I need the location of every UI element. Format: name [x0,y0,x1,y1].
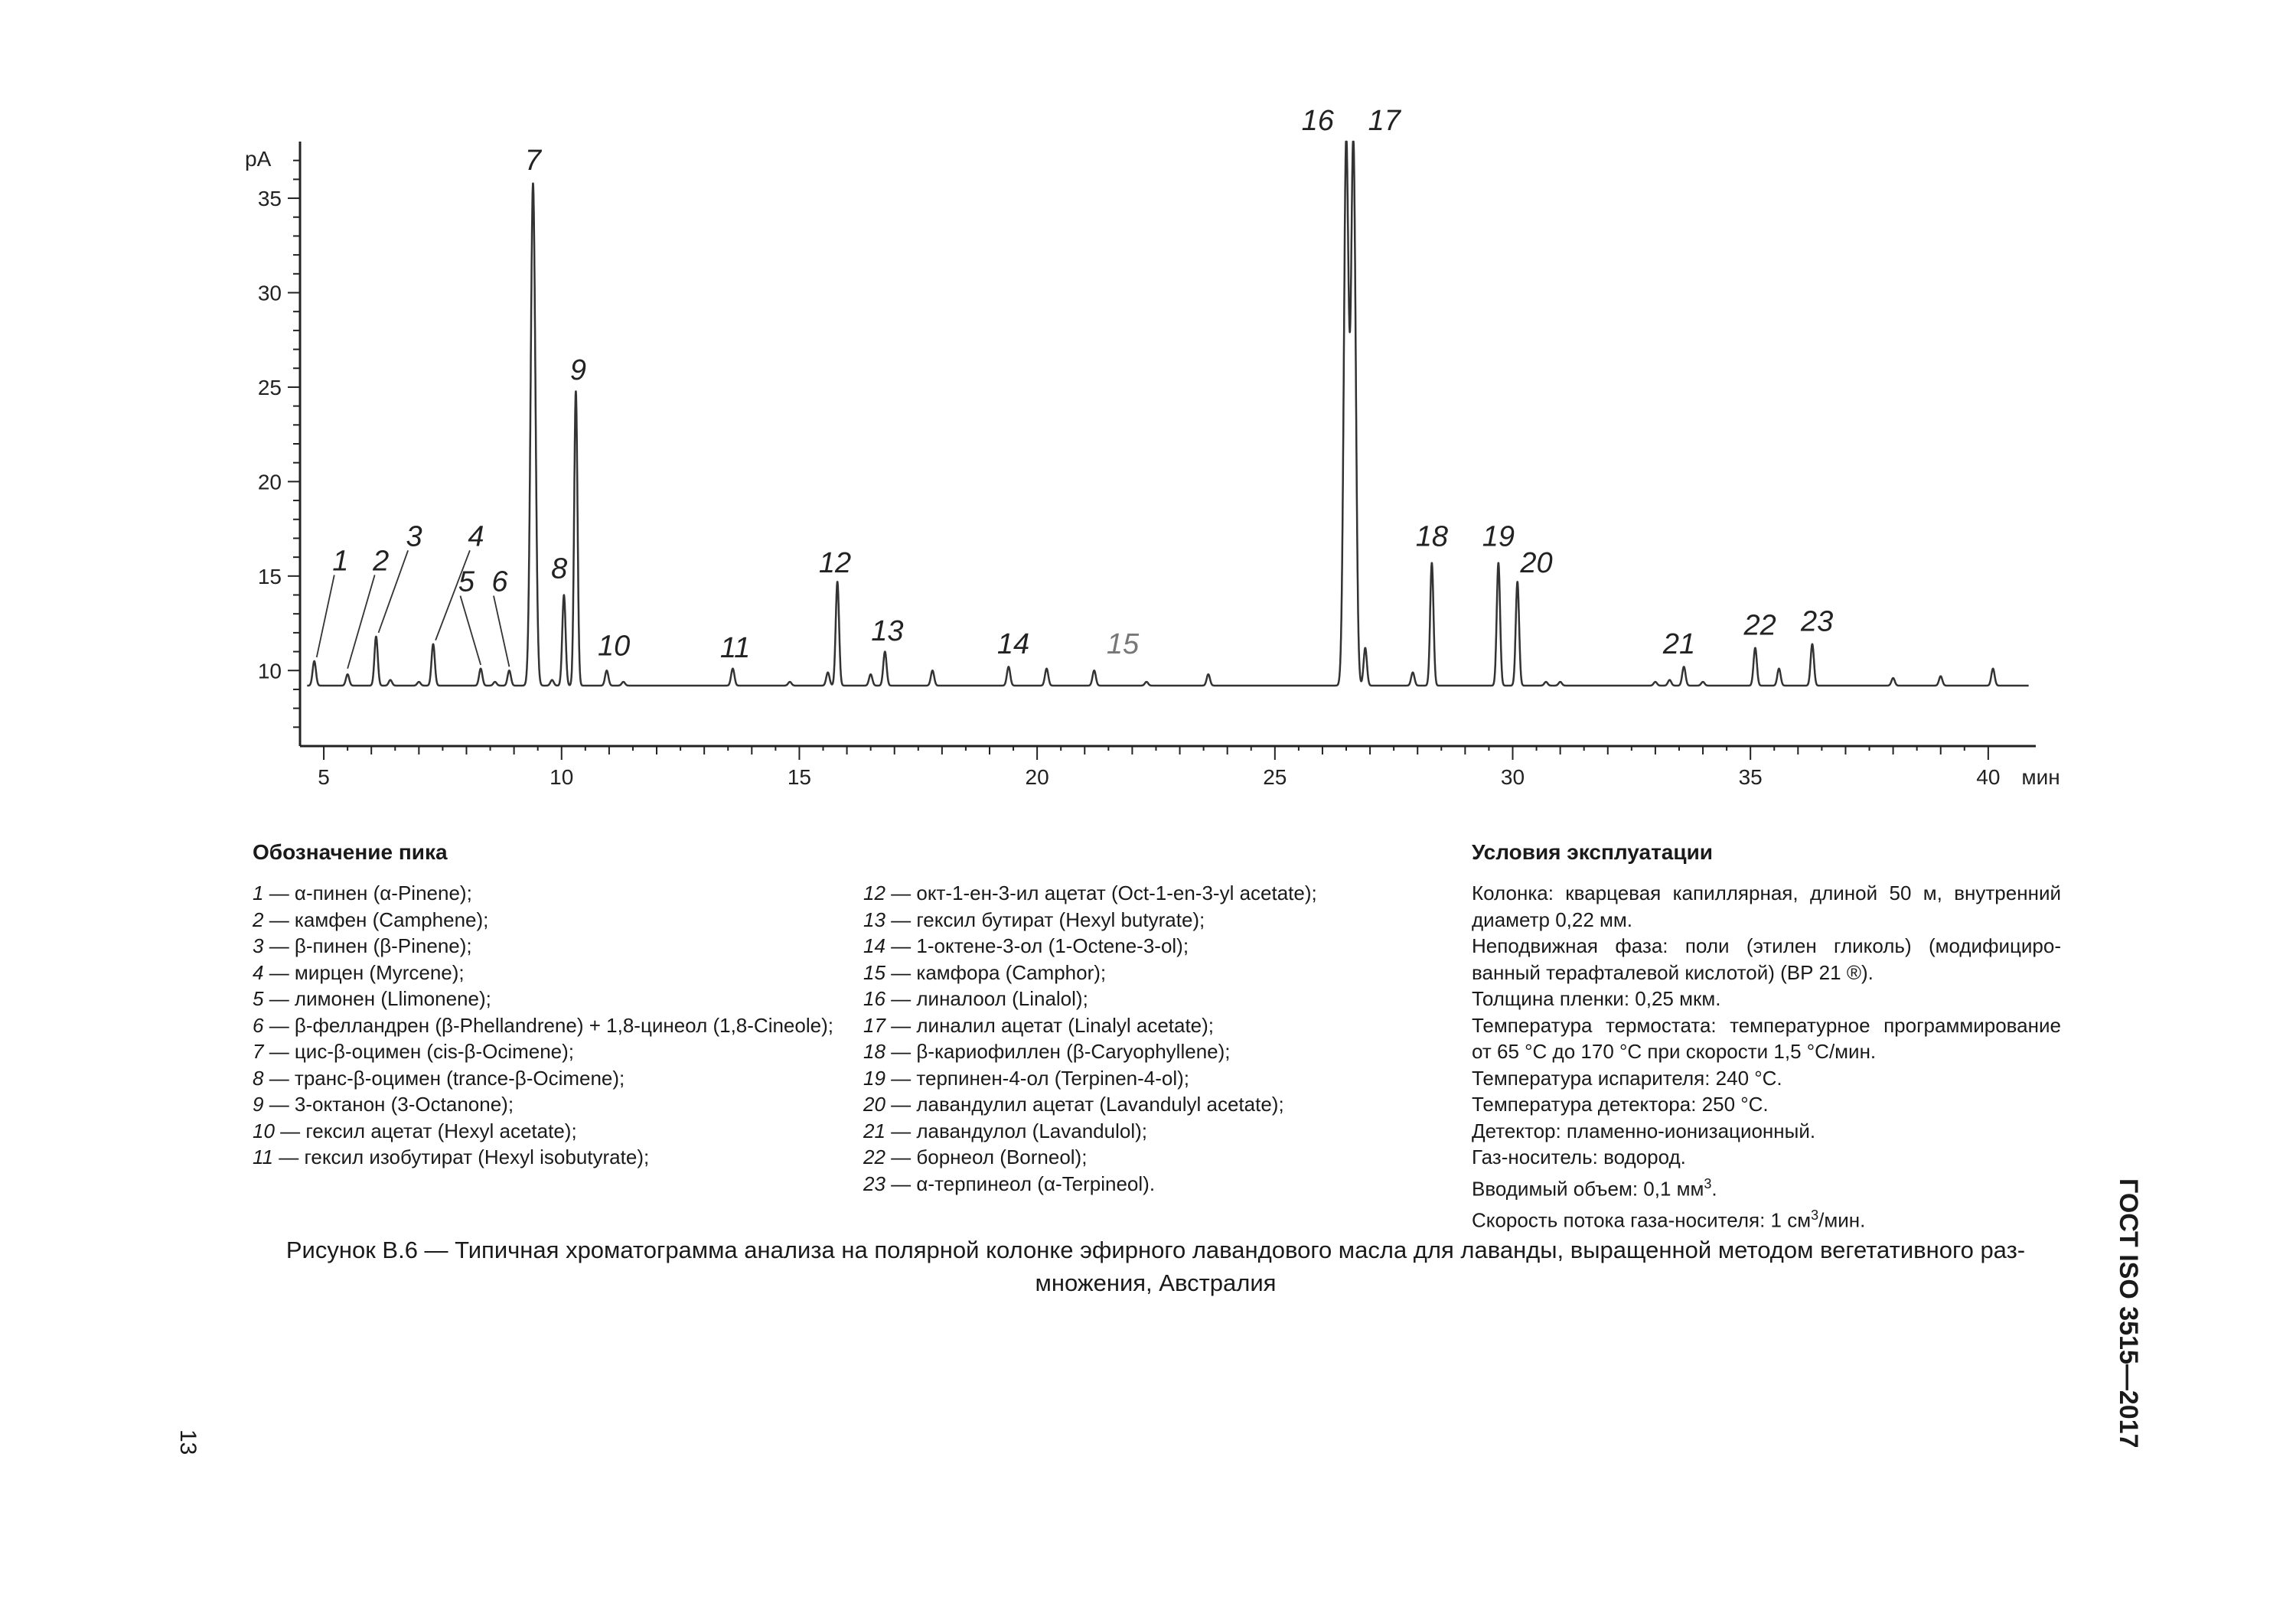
legend-item-number: 12 [863,882,885,904]
legend-item-text: — α-терпинеол (α-Terpineol). [885,1172,1156,1195]
x-tick-label: 40 [1976,765,2001,789]
legend-item-number: 5 [253,987,264,1010]
legend-item-number: 15 [863,960,885,984]
peak-leader-line [317,575,334,657]
legend-item [863,1038,1445,1065]
legend-item-number: 1 [253,882,264,904]
legend-column-2 [863,880,1445,1197]
condition-line: Температура испарителя: 240 °С. [1472,1066,1782,1090]
peak-label: 3 [406,520,422,553]
legend-item-text: — 1-октене-3-ол (1-Octene-3-ol); [885,934,1189,957]
peak-label: 2 [373,545,390,578]
legend-title: Обозначение пика [253,840,448,864]
y-tick-label: 20 [257,470,282,494]
legend-item-number: 16 [863,987,885,1010]
legend-item-text: — гексил бутират (Hexyl butyrate); [885,908,1205,931]
condition-line: Неподвижная фаза: поли (этилен гликоль) (модифицированный терафталевой кислотой) (ВР 21 ®). [1472,934,2061,984]
legend-item [863,1118,1445,1145]
x-tick-label: 20 [1025,765,1049,789]
legend-item-number: 6 [253,1013,264,1037]
injection-volume: Вводимый объем: 0,1 $мм^3$. [1472,1175,1717,1201]
x-tick-label: 30 [1500,765,1525,789]
conditions-title: Условия эксплуатации [1472,840,1713,864]
legend-item-number: 17 [863,1013,885,1037]
chromatogram-trace [307,142,2028,686]
legend-item-number: 19 [863,1066,885,1090]
peak-label: 22 [1743,609,1776,642]
peak-leader-line [347,575,374,668]
legend-item-text: — лавандулил ацетат (Lavandulyl acetate); [885,1093,1284,1116]
x-tick-label: 35 [1738,765,1763,789]
legend-item [253,986,846,1012]
legend-item-text: — β-фелландрен (β-Phellandrene) + 1,8-цинеол (1,8-Cineole); [263,1013,833,1037]
y-tick-label: 35 [257,187,282,211]
legend-item [863,880,1445,907]
x-tick-label: 10 [550,765,574,789]
conditions-list [1472,880,2061,1234]
legend-item-text: — 3-октанон (3-Octanone); [263,1093,514,1116]
legend-item-text: — линалил ацетат (Linalyl acetate); [885,1013,1215,1037]
condition-line: Детектор: пламенно-ионизационный. [1472,1119,1816,1142]
legend-item-number: 7 [253,1040,264,1063]
legend-item [863,986,1445,1012]
legend-item-number: 11 [253,1146,273,1168]
page-number: 13 [175,1429,201,1455]
legend-item [863,907,1445,934]
legend-item [253,1065,846,1092]
peak-label: 14 [996,628,1030,661]
legend-item [253,933,846,960]
legend-item-number: 20 [863,1093,885,1116]
peak-label: 5 [458,565,475,598]
peak-label: 18 [1415,520,1449,553]
legend-item [863,1012,1445,1039]
legend-item-number: 14 [863,934,885,957]
legend-item [253,1144,846,1171]
peak-label: 13 [871,614,904,647]
figure-caption: Рисунок В.6 — Типичная хроматограмма анализа на полярной колонке эфирного лавандового масла для лаванды, выращенной методом вегетативного размножения, Австралия [285,1237,2026,1296]
legend-item-text: — цис-β-оцимен (cis-β-Ocimene); [263,1040,575,1063]
legend-item-number: 8 [253,1066,264,1090]
legend-item-number: 9 [253,1093,264,1116]
peak-label: 4 [468,520,484,553]
legend-item-text: — гексил ацетат (Hexyl acetate); [274,1119,577,1142]
peak-label: 16 [1301,105,1334,138]
legend-item-number: 2 [253,908,264,931]
legend-item-text: — окт-1-ен-3-ил ацетат (Oct-1-en-3-yl acetate); [885,882,1317,904]
legend-item-text: — β-кариофиллен (β-Caryophyllene); [885,1040,1231,1063]
legend-item-text: — камфен (Camphene); [263,908,489,931]
legend-item-text: — лимонен (Llimonene); [263,987,491,1010]
peak-label: 11 [719,631,751,664]
legend-item [863,960,1445,986]
legend-item-text: — β-пинен (β-Pinene); [263,934,472,957]
y-tick-label: 15 [257,564,282,588]
standard-label: ГОСТ ISO 3515—2017 [2114,1178,2143,1449]
legend-item-text: — линалоол (Linalol); [885,987,1088,1010]
legend-item-text: — лавандулол (Lavandulol); [885,1119,1147,1142]
legend-item [253,1012,846,1039]
legend-item-number: 22 [863,1146,885,1168]
carrier-flow-rate: Скорость потока газа-носителя: 1 $см^3$/мин. [1472,1207,1866,1232]
peak-label: 12 [818,546,852,579]
peak-label: 8 [551,552,568,585]
legend-item-text: — борнеол (Borneol); [885,1146,1088,1168]
condition-line: Температура термостата: температурное программирование от 65 °С до 170 °С при скорости 1,5 °С/мин. [1472,1013,2061,1063]
y-tick-label: 25 [257,375,282,399]
legend-item [863,1171,1445,1198]
legend-item-number: 18 [863,1040,885,1063]
peak-label: 7 [524,145,542,178]
legend-item [253,960,846,986]
peak-label: 1 [332,545,349,578]
legend-column-1 [253,880,846,1171]
legend-item [863,933,1445,960]
x-axis-label: мин [2021,765,2060,789]
legend-item [863,1065,1445,1092]
peak-label: 20 [1520,546,1553,579]
legend-item-text: — α-пинен (α-Pinene); [263,882,472,904]
legend-item-number: 3 [253,934,264,957]
peak-label: 6 [491,565,508,598]
y-axis-label: pA [245,147,272,171]
x-tick-label: 5 [318,765,330,789]
legend-item-number: 10 [253,1119,275,1142]
legend-item-number: 21 [863,1119,885,1142]
condition-line: Толщина пленки: 0,25 мкм. [1472,987,1721,1010]
peak-label: 17 [1368,105,1401,138]
condition-line: Температура детектора: 250 °С. [1472,1093,1769,1116]
peak-label: 21 [1662,628,1696,661]
condition-line: Газ-носитель: водород. [1472,1146,1686,1168]
legend-item-number: 23 [863,1172,885,1195]
legend-item [253,1118,846,1145]
peak-label: 9 [569,354,587,387]
legend-item-number: 4 [253,960,264,984]
condition-line: Колонка: кварцевая капиллярная, длиной 50 м, внутренний диаметр 0,22 мм. [1472,882,2061,931]
y-tick-label: 30 [257,281,282,305]
legend-item-text: — терпинен-4-ол (Terpinen-4-ol); [885,1066,1190,1090]
legend-item [253,907,846,934]
legend-item [863,1144,1445,1171]
peak-label: 23 [1801,605,1834,638]
peak-label: 15 [1106,628,1140,661]
legend-item-text: — гексил изобутират (Hexyl isobutyrate); [273,1146,650,1168]
legend-item [863,1091,1445,1118]
x-tick-label: 25 [1263,765,1287,789]
legend-item-text: — мирцен (Myrcene); [263,960,465,984]
legend-item [253,880,846,907]
legend-item [253,1038,846,1065]
conditions-lines [1472,880,2061,1171]
x-tick-label: 15 [787,765,812,789]
peak-label: 19 [1482,520,1515,553]
peak-leader-line [494,596,509,667]
legend-item-text: — камфора (Camphor); [885,960,1107,984]
peak-label: 10 [597,630,631,663]
legend-item [253,1091,846,1118]
legend-item-number: 13 [863,908,885,931]
peak-leader-line [460,596,481,665]
y-tick-label: 10 [257,659,282,683]
legend-item-text: — транс-β-оцимен (trance-β-Ocimene); [263,1066,625,1090]
